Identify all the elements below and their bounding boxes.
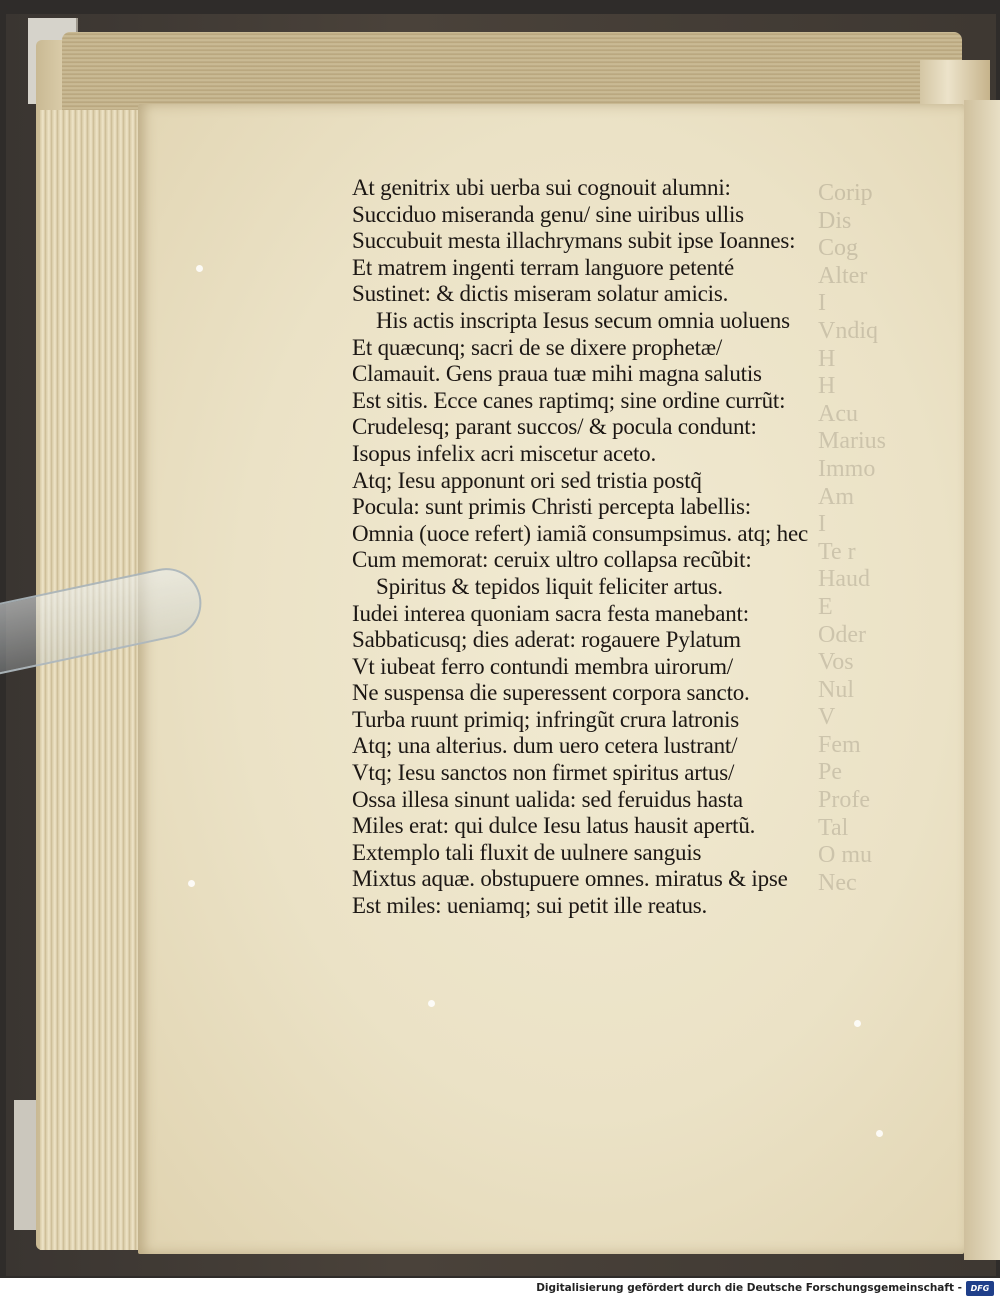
facing-page-fragment: H	[818, 373, 836, 400]
footer-bar	[0, 1278, 1000, 1301]
verse-line: Ne suspensa die superessent corpora sancto.	[352, 680, 750, 706]
facing-page-show-through	[818, 180, 958, 897]
verse-line: Succubuit mesta illachrymans subit ipse Ioannes:	[352, 228, 796, 254]
verse-text-block	[352, 175, 808, 920]
paper-spot	[876, 1130, 883, 1137]
facing-page-fragment: Pe	[818, 759, 842, 786]
facing-page-fragment: O mu	[818, 842, 872, 869]
verse-line: Mixtus aquæ. obstupuere omnes. miratus & ipse	[352, 866, 788, 892]
paper-spot	[854, 1020, 861, 1027]
verse-line: Sustinet: & dictis miseram solatur amicis.	[352, 281, 729, 307]
facing-page-fragment: Acu	[818, 400, 858, 427]
verse-line: Vt iubeat ferro contundi membra uirorum/	[352, 653, 733, 679]
leaf-edges	[40, 110, 150, 1250]
verse-line: Ossa illesa sinunt ualida: sed feruidus hasta	[352, 786, 743, 812]
verse-line: Atq; Iesu apponunt ori sed tristia postq̃	[352, 467, 702, 493]
verse-line: Pocula: sunt primis Christi percepta labellis:	[352, 494, 751, 520]
facing-page-fragment: Vos	[818, 649, 854, 676]
facing-page-fragment: Haud	[818, 566, 870, 593]
facing-page-fragment: Nec	[818, 869, 857, 896]
facing-page-fragment: Profe	[818, 787, 870, 814]
facing-page-fragment: Fem	[818, 731, 861, 758]
facing-page-fragment: Te r	[818, 538, 856, 565]
verse-line: Succiduo miseranda genu/ sine uiribus ullis	[352, 201, 744, 227]
verse-line: Et quæcunq; sacri de se dixere prophetæ/	[352, 334, 723, 360]
verse-line: His actis inscripta Iesus secum omnia uoluens	[376, 307, 790, 333]
paper-spot	[196, 265, 203, 272]
funding-credit: Digitalisierung gefördert durch die Deutsche Forschungsgemeinschaft -	[536, 1282, 962, 1294]
verse-line: Omnia (uoce refert) iamiã consumpsimus. atq; hec	[352, 520, 808, 546]
verse-line: Spiritus & tepidos liquit feliciter artus.	[376, 573, 723, 599]
facing-page-fragment: I	[818, 511, 826, 538]
verse-line: Atq; una alterius. dum uero cetera lustrant/	[352, 733, 738, 759]
verse-line: Miles erat: qui dulce Iesu latus hausit apertũ.	[352, 813, 756, 839]
facing-page-fragment: I	[818, 290, 826, 317]
facing-page-fragment: E	[818, 593, 833, 620]
verse-line: Cum memorat: ceruix ultro collapsa recũbit:	[352, 547, 752, 573]
facing-page-fragment: Tal	[818, 814, 849, 841]
verse-line: Turba ruunt primiq; infringũt crura latronis	[352, 706, 740, 732]
dfg-logo: DFG	[966, 1281, 994, 1296]
facing-page-fragment: Am	[818, 483, 854, 510]
verse-line: Isopus infelix acri miscetur aceto.	[352, 440, 657, 466]
facing-page-fragment: Immo	[818, 455, 876, 482]
verse-line: Extemplo tali fluxit de uulnere sanguis	[352, 839, 702, 865]
verse-line: Vtq; Iesu sanctos non firmet spiritus artus/	[352, 760, 735, 786]
facing-page-fragment: Alter	[818, 262, 868, 289]
facing-page-fragment: Corip	[818, 180, 873, 206]
verse-line: Crudelesq; parant succos/ & pocula condunt:	[352, 414, 757, 440]
verse-line: Est sitis. Ecce canes raptimq; sine ordine currũt:	[352, 387, 786, 413]
facing-page-edge	[964, 100, 1000, 1260]
facing-page-fragment: Cog	[818, 235, 859, 262]
verse-line: Est miles: ueniamq; sui petit ille reatus.	[352, 893, 708, 919]
verse-line: At genitrix ubi uerba sui cognouit alumni:	[352, 175, 731, 200]
verse-line: Et matrem ingenti terram languore petenté	[352, 254, 735, 280]
facing-page-fragment: Marius	[818, 428, 886, 455]
facing-page-fragment: Nul	[818, 676, 854, 703]
verse-line: Iudei interea quoniam sacra festa manebant:	[352, 600, 749, 626]
paper-spot	[428, 1000, 435, 1007]
verse-line: Clamauit. Gens praua tuæ mihi magna salutis	[352, 361, 762, 387]
verse-line: Sabbaticusq; dies aderat: rogauere Pylatum	[352, 627, 741, 653]
paper-spot	[188, 880, 195, 887]
facing-page-fragment: Dis	[818, 207, 852, 234]
facing-page-fragment: V	[818, 704, 836, 731]
facing-page-fragment: Vndiq	[818, 317, 878, 344]
facing-page-fragment: H	[818, 345, 836, 372]
facing-page-fragment: Oder	[818, 621, 866, 648]
